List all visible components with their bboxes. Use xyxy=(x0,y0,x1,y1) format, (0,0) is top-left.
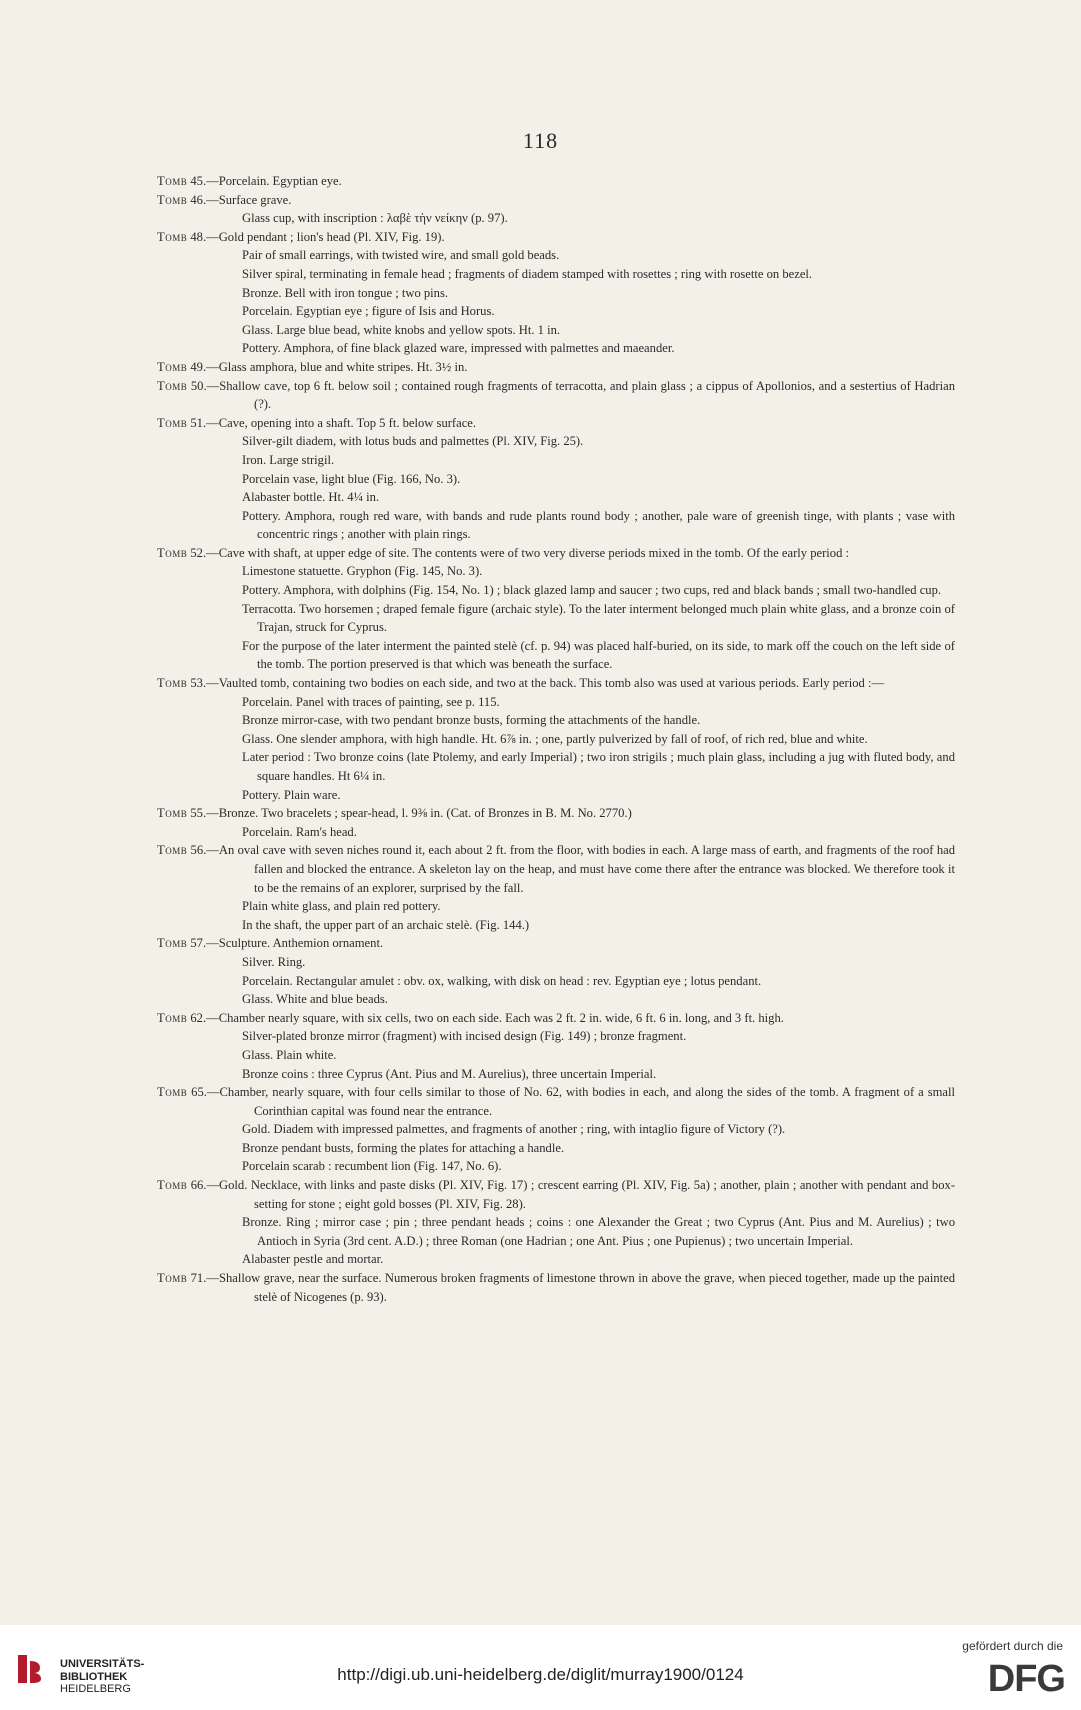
tomb-find-item: Pottery. Amphora, rough red ware, with bands and rude plants round body ; another, pale ware of greenish tinge, with plants ; vase with concentric rings ; another with plain rings. xyxy=(242,508,955,542)
dfg-logo: DFG xyxy=(987,1658,1065,1700)
tomb-label: Tomb xyxy=(157,1010,188,1025)
permalink-url[interactable]: http://digi.ub.uni-heidelberg.de/diglit/murray1900/0124 xyxy=(337,1665,744,1684)
tomb-find-item: Limestone statuette. Gryphon (Fig. 145, No. 3). xyxy=(242,564,483,579)
tomb-entry xyxy=(157,358,955,377)
tomb-number: 57. xyxy=(190,936,207,951)
tomb-entry xyxy=(157,414,955,544)
tomb-find-item: In the shaft, the upper part of an archaic stelè. (Fig. 144.) xyxy=(242,917,530,932)
tomb-catalogue xyxy=(157,172,955,1306)
tomb-find-item: Glass. Large blue bead, white knobs and yellow spots. Ht. 1 in. xyxy=(242,322,561,337)
tomb-find-item: Later period : Two bronze coins (late Ptolemy, and early Imperial) ; two iron strigils ; much plain glass, including a jug with fluted body, and square handles. Ht 6¼ in. xyxy=(242,750,955,783)
tomb-label: Tomb xyxy=(157,545,188,560)
tomb-find-item: Bronze. Bell with iron tongue ; two pins. xyxy=(242,285,449,300)
tomb-number: 65. xyxy=(191,1085,207,1100)
tomb-entry xyxy=(157,841,955,934)
tomb-number: 49. xyxy=(190,359,207,374)
tomb-entry-heading xyxy=(157,228,955,247)
tomb-entry-heading xyxy=(157,1176,955,1213)
tomb-number: 53. xyxy=(190,676,207,691)
tomb-label: Tomb xyxy=(157,1271,188,1286)
tomb-find-item: Silver. Ring. xyxy=(242,954,306,969)
tomb-entry xyxy=(157,1176,955,1269)
tomb-find-item: Porcelain scarab : recumbent lion (Fig. 147, No. 6). xyxy=(242,1159,502,1174)
tomb-label: Tomb xyxy=(157,1178,188,1193)
tomb-entry-heading xyxy=(157,804,955,823)
tomb-find-item: Porcelain. Ram's head. xyxy=(242,824,357,839)
tomb-label: Tomb xyxy=(157,806,188,821)
tomb-entry xyxy=(157,804,955,841)
tomb-label: Tomb xyxy=(157,843,188,858)
tomb-find-item: Alabaster pestle and mortar. xyxy=(242,1252,384,1267)
library-name-line-1: UNIVERSITÄTS- xyxy=(60,1658,145,1670)
tomb-number: 46. xyxy=(190,192,207,207)
tomb-find-item: Plain white glass, and plain red pottery. xyxy=(242,899,441,914)
tomb-entry-heading xyxy=(157,191,955,210)
tomb-entry-heading xyxy=(157,1083,955,1120)
tomb-label: Tomb xyxy=(157,415,188,430)
tomb-label: Tomb xyxy=(157,378,188,393)
tomb-label: Tomb xyxy=(157,676,188,691)
tomb-find-item: Bronze coins : three Cyprus (Ant. Pius and M. Aurelius), three uncertain Imperial. xyxy=(242,1066,657,1081)
tomb-description: —An oval cave with seven niches round it, each about 2 ft. from the floor, with bodies in each. A large mass of earth, and fragments of the roof had fallen and blocked the entrance. A skeleton lay on the heap, and must have come there after the entrance was blocked. We therefore took it to be the remains of an explorer, surprised by the fall. xyxy=(206,843,956,895)
tomb-number: 62. xyxy=(190,1010,207,1025)
tomb-entry-heading xyxy=(157,544,955,563)
tomb-description: —Porcelain. Egyptian eye. xyxy=(206,174,342,188)
tomb-label: Tomb xyxy=(157,174,188,188)
tomb-number: 55. xyxy=(190,806,207,821)
tomb-find-item: Porcelain. Rectangular amulet : obv. ox, walking, with disk on head : rev. Egyptian eye ; lotus pendant. xyxy=(242,973,762,988)
tomb-description: —Surface grave. xyxy=(206,192,292,207)
tomb-number: 45. xyxy=(190,174,207,188)
tomb-entry xyxy=(157,172,955,191)
tomb-label: Tomb xyxy=(157,192,188,207)
tomb-description: —Glass amphora, blue and white stripes. Ht. 3½ in. xyxy=(206,359,468,374)
viewer-footer xyxy=(0,1625,1081,1710)
tomb-description: —Chamber, nearly square, with four cells similar to those of No. 62, with bodies in each, and along the sides of the tomb. A fragment of a small Corinthian capital was found near the entrance. xyxy=(206,1085,955,1118)
tomb-entry xyxy=(157,377,955,414)
tomb-entry-heading xyxy=(157,841,955,897)
tomb-entry-heading xyxy=(157,1009,955,1028)
tomb-entry-heading xyxy=(157,414,955,433)
tomb-entry xyxy=(157,1083,955,1176)
tomb-number: 51. xyxy=(190,415,207,430)
tomb-label: Tomb xyxy=(157,229,188,244)
tomb-entry xyxy=(157,1009,955,1083)
tomb-description: —Shallow cave, top 6 ft. below soil ; contained rough fragments of terracotta, and plain glass ; a cippus of Apollonios, and a sestertius of Hadrian (?). xyxy=(206,378,955,412)
tomb-number: 66. xyxy=(190,1178,207,1193)
tomb-find-item: Glass. One slender amphora, with high handle. Ht. 6⅞ in. ; one, partly pulverized by fall of roof, of rich red, blue and white. xyxy=(242,731,868,746)
tomb-find-item: Silver-plated bronze mirror (fragment) with incised design (Fig. 149) ; bronze fragment. xyxy=(242,1029,687,1044)
funding-caption: gefördert durch die xyxy=(962,1639,1063,1653)
tomb-number: 52. xyxy=(190,545,207,560)
tomb-entry-heading xyxy=(157,377,955,414)
tomb-entry-heading xyxy=(157,934,955,953)
tomb-number: 50. xyxy=(190,378,207,393)
tomb-description: —Chamber nearly square, with six cells, two on each side. Each was 2 ft. 2 in. wide, 6 ft. 6 in. long, and 3 ft. high. xyxy=(206,1010,784,1025)
tomb-entry xyxy=(157,228,955,358)
tomb-entry xyxy=(157,1269,955,1306)
tomb-description: —Gold pendant ; lion's head (Pl. XIV, Fig. 19). xyxy=(206,229,445,244)
tomb-find-item: Silver-gilt diadem, with lotus buds and palmettes (Pl. XIV, Fig. 25). xyxy=(242,434,584,449)
tomb-description: —Bronze. Two bracelets ; spear-head, l. 9⅜ in. (Cat. of Bronzes in B. M. No. 2770.) xyxy=(206,806,632,821)
tomb-description: —Sculpture. Anthemion ornament. xyxy=(206,936,384,951)
tomb-entry xyxy=(157,544,955,674)
library-name-line-2: BIBLIOTHEK xyxy=(60,1670,128,1683)
tomb-entry-heading xyxy=(157,358,955,377)
tomb-find-item: Porcelain vase, light blue (Fig. 166, No. 3). xyxy=(242,471,461,486)
tomb-find-item: Silver spiral, terminating in female head ; fragments of diadem stamped with rosettes ; ring with rosette on bezel. xyxy=(242,266,813,281)
tomb-number: 56. xyxy=(190,843,207,858)
tomb-find-item: Glass. Plain white. xyxy=(242,1047,337,1062)
tomb-find-item: Glass. White and blue beads. xyxy=(242,992,388,1007)
tomb-description: —Vaulted tomb, containing two bodies on each side, and two at the back. This tomb also was used at various periods. Early period :— xyxy=(206,676,885,691)
tomb-find-item: Bronze. Ring ; mirror case ; pin ; three pendant heads ; coins : one Alexander the Great ; two Cyprus (Ant. Pius and M. Aurelius) ; two Antioch in Syria (3rd cent. A.D.) ; three Roman (one Hadrian ; one Ant. Pius ; one Pupienus) ; two uncertain Imperial. xyxy=(242,1215,955,1248)
tomb-find-item: Pottery. Amphora, of fine black glazed ware, impressed with palmettes and maeander. xyxy=(242,341,675,356)
tomb-entry-heading xyxy=(157,1269,955,1306)
tomb-entry xyxy=(157,934,955,1008)
tomb-label: Tomb xyxy=(157,359,188,374)
tomb-find-item: Glass cup, with inscription : λαβὲ τὴν νείκην (p. 97). xyxy=(242,211,508,226)
tomb-find-item: Pottery. Amphora, with dolphins (Fig. 154, No. 1) ; black glazed lamp and saucer ; two cups, red and black bands ; small two-handled cup. xyxy=(242,583,942,598)
tomb-number: 48. xyxy=(190,229,207,244)
tomb-label: Tomb xyxy=(157,936,188,951)
tomb-description: —Gold. Necklace, with links and paste disks (Pl. XIV, Fig. 17) ; crescent earring (Pl. XIV, Fig. 5a) ; another, plain ; another with pendant and box-setting for stone ; eight gold bosses (Pl. XIV, Fig. 28). xyxy=(206,1178,955,1211)
tomb-label: Tomb xyxy=(157,1085,188,1100)
tomb-description: —Cave with shaft, at upper edge of site. The contents were of two very diverse periods mixed in the tomb. Of the early period : xyxy=(206,545,850,560)
tomb-description: —Cave, opening into a shaft. Top 5 ft. below surface. xyxy=(206,415,477,430)
tomb-find-item: Gold. Diadem with impressed palmettes, and fragments of another ; ring, with intaglio figure of Victory (?). xyxy=(242,1122,786,1137)
tomb-entry-heading xyxy=(157,172,955,191)
tomb-number: 71. xyxy=(190,1271,207,1286)
tomb-find-item: Bronze pendant busts, forming the plates for attaching a handle. xyxy=(242,1140,565,1155)
tomb-find-item: Porcelain. Egyptian eye ; figure of Isis and Horus. xyxy=(242,304,495,319)
tomb-entry xyxy=(157,191,955,228)
tomb-entry xyxy=(157,674,955,804)
tomb-find-item: Iron. Large strigil. xyxy=(242,452,335,467)
tomb-find-item: Alabaster bottle. Ht. 4¼ in. xyxy=(242,490,380,505)
tomb-find-item: Porcelain. Panel with traces of painting, see p. 115. xyxy=(242,694,500,709)
page-number: 118 xyxy=(522,128,559,153)
tomb-find-item: Bronze mirror-case, with two pendant bronze busts, forming the attachments of the handle. xyxy=(242,713,701,728)
tomb-description: —Shallow grave, near the surface. Numerous broken fragments of limestone thrown in above the grave, when pieced together, made up the painted stelè of Nicogenes (p. 93). xyxy=(206,1271,955,1304)
tomb-find-item: For the purpose of the later interment the painted stelè (cf. p. 94) was placed half-buried, on its side, to mark off the couch on the left side of the tomb. The portion preserved is that which was beneath the surface. xyxy=(242,638,955,672)
tomb-find-item: Terracotta. Two horsemen ; draped female figure (archaic style). To the later interment belonged much plain white glass, and a bronze coin of Trajan, struck for Cyprus. xyxy=(242,601,955,635)
library-name-line-3: HEIDELBERG xyxy=(60,1683,131,1695)
tomb-entry-heading xyxy=(157,674,955,693)
tomb-find-item: Pottery. Plain ware. xyxy=(242,787,341,802)
tomb-find-item: Pair of small earrings, with twisted wire, and small gold beads. xyxy=(242,248,560,263)
